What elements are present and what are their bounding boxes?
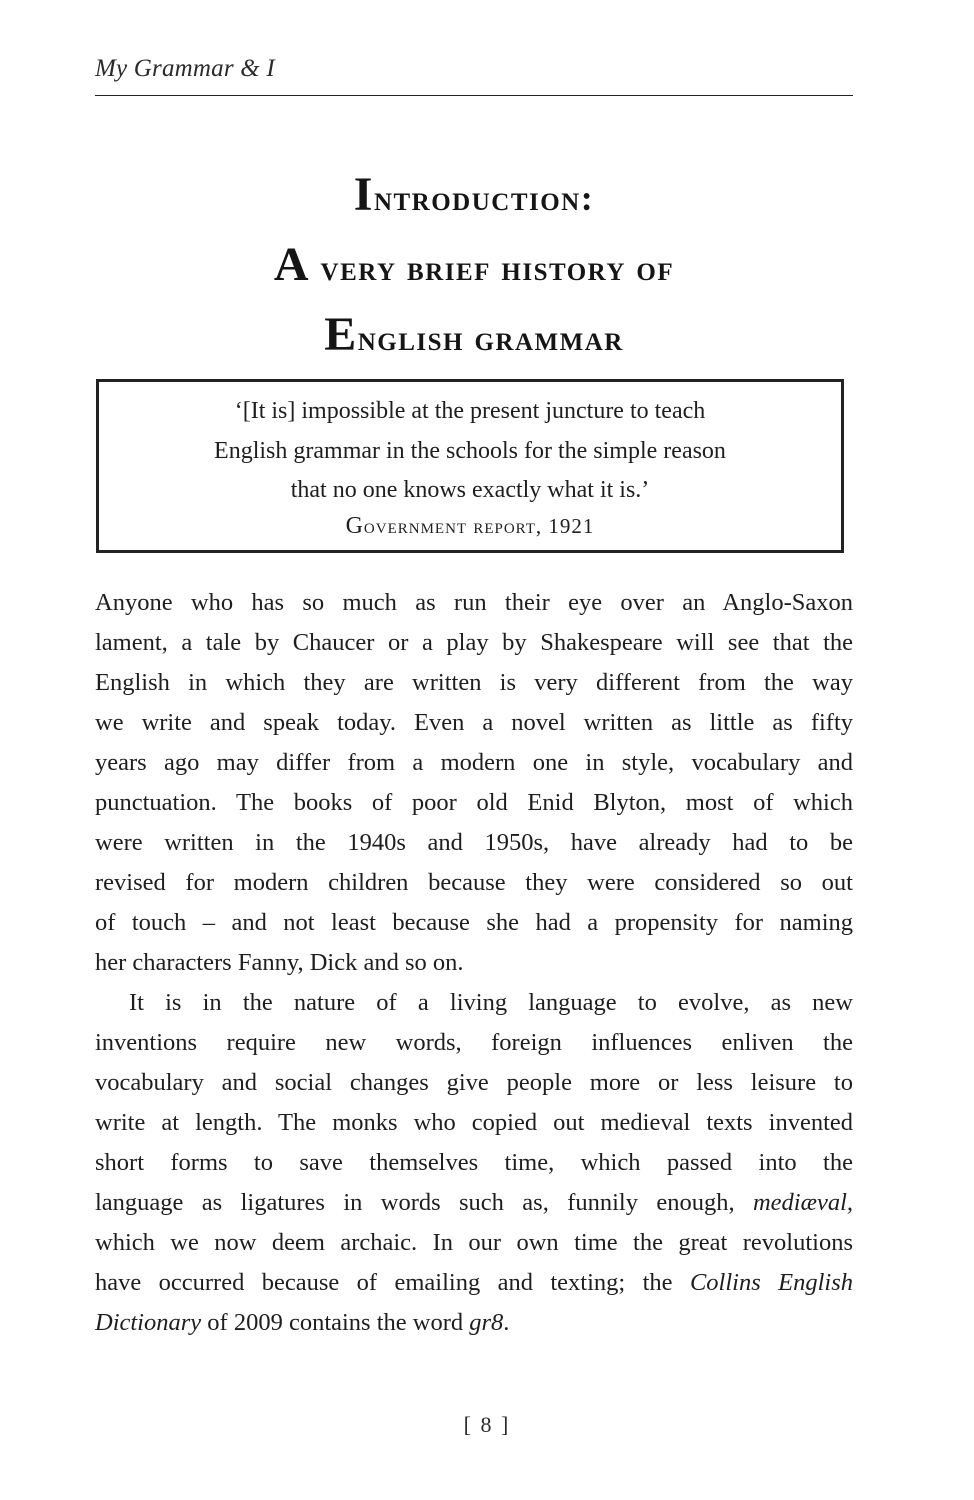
chapter-title-line-3: English grammar [324, 308, 624, 361]
chapter-title-line-1: Introduction: [353, 168, 595, 221]
text-line: years ago may differ from a modern one in style, vocabulary and [95, 749, 853, 776]
text-line: vocabulary and social changes give people more or less leisure to [95, 1069, 853, 1096]
text-line: write at length. The monks who copied out medieval texts invented [95, 1109, 853, 1136]
text-line: lament, a tale by Chaucer or a play by Shakespeare will see that the [95, 629, 853, 656]
text-line: were written in the 1940s and 1950s, have already had to be [95, 829, 853, 856]
epigraph-box [96, 379, 844, 553]
text-line: English in which they are written is very different from the way [95, 669, 853, 696]
page-number: [ 8 ] [463, 1412, 511, 1437]
text-run: language as ligatures in words such as, funnily enough, [95, 1189, 735, 1216]
text-run: . [503, 1309, 510, 1336]
paragraph-2 [95, 983, 853, 1343]
text-line: inventions require new words, foreign influences enliven the [95, 1029, 853, 1056]
chapter-title-line-2: A very brief history of [273, 238, 675, 291]
epigraph-quote [99, 392, 841, 511]
text-line: punctuation. The books of poor old Enid Blyton, most of which [95, 789, 853, 816]
running-head: My Grammar & I [95, 55, 275, 82]
text-line: which we now deem archaic. In our own time the great revolutions [95, 1229, 853, 1256]
header-rule [95, 95, 853, 96]
paragraph-1 [95, 583, 853, 983]
text-line [95, 1183, 853, 1223]
body-text [95, 583, 853, 1343]
italic-word: mediæval, [752, 1189, 854, 1216]
chapter-title [95, 160, 853, 370]
text-line: of touch – and not least because she had a propensity for naming [95, 909, 853, 936]
epigraph-line: ‘[It is] impossible at the present juncture to teach [234, 398, 706, 424]
book-title-italic: Dictionary [95, 1309, 202, 1336]
text-line: It is in the nature of a living language to evolve, as new [129, 989, 853, 1016]
text-line: Anyone who has so much as run their eye over an Anglo-Saxon [95, 589, 853, 616]
text-run: of 2009 contains the word [207, 1309, 464, 1336]
text-line: her characters Fanny, Dick and so on. [95, 949, 464, 976]
epigraph-line: English grammar in the schools for the simple reason [214, 437, 726, 464]
epigraph-source: Government report, 1921 [345, 512, 595, 539]
text-line [95, 1263, 853, 1303]
text-line: we write and speak today. Even a novel written as little as fifty [95, 709, 853, 736]
italic-word: gr8 [469, 1309, 504, 1336]
text-line: short forms to save themselves time, which passed into the [95, 1149, 853, 1176]
book-title-italic: Collins English [689, 1269, 854, 1296]
text-line [95, 1303, 853, 1343]
epigraph-line: that no one knows exactly what it is.’ [290, 477, 650, 503]
text-line: revised for modern children because they were considered so out [95, 869, 853, 896]
text-run: have occurred because of emailing and texting; the [95, 1269, 673, 1296]
